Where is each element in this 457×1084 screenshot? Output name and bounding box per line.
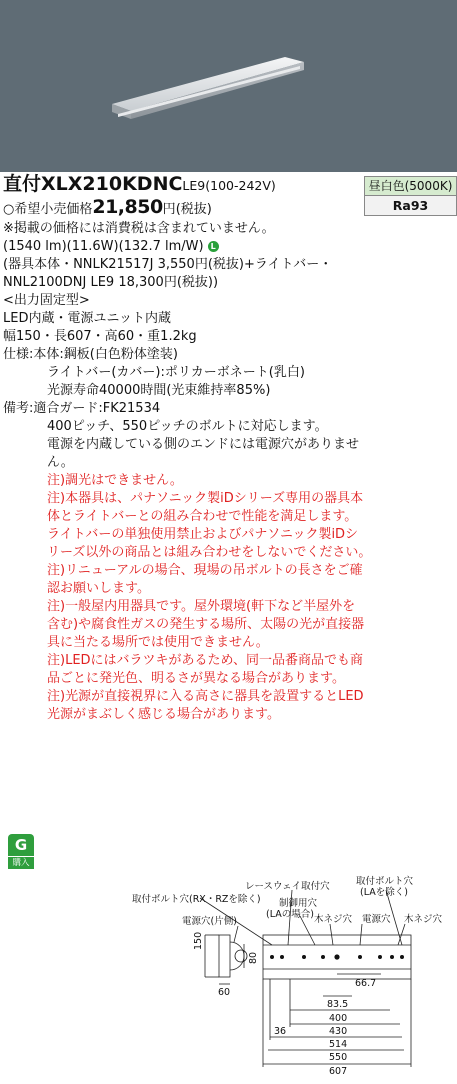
warning-line: 注)調光はできません。	[47, 473, 183, 488]
remarks-power-hole: 電源を内蔵している側のエンドには電源穴がありませ	[47, 437, 360, 452]
warning-line: 注)光源が直接視界に入る高さに器具を設置するとLED	[47, 689, 364, 704]
dim-150: 150	[193, 931, 204, 950]
luminaire-image	[0, 0, 457, 172]
ra-badge: Ra93	[365, 196, 456, 215]
warning-line: 体とライトバーとの組み合わせで性能を満足します。	[47, 509, 358, 524]
performance-spec: (1540 lm)(11.6W)(132.7 lm/W)	[3, 239, 204, 254]
warning-line: 具に当たる場所では使用できません。	[47, 635, 269, 650]
performance-line	[3, 239, 219, 255]
warning-line: リーズ以外の商品とは組み合わせをしないでください。	[47, 545, 372, 560]
body-price: (器具本体・NNLK21517J 3,550円(税抜)+ライトバー・	[3, 257, 333, 272]
wood-screw-label-2: 木ネジ穴	[404, 914, 443, 925]
spec-lightbar: ライトバー(カバー):ポリカーボネート(乳白)	[47, 365, 305, 380]
control-hole-sub: (LAの場合)	[266, 909, 314, 920]
tax-note: ※掲載の価格には消費税は含まれていません。	[3, 221, 275, 236]
price-tax: (税抜)	[175, 202, 212, 217]
warning-line: 認お願いします。	[47, 581, 150, 596]
remarks-power-hole-cont: ん。	[47, 455, 74, 470]
green-purchase-label: 購入	[8, 856, 34, 869]
dim-60: 60	[218, 987, 231, 998]
side-view-cover	[230, 942, 244, 970]
model-variant: LE9	[182, 178, 206, 193]
price-unit: 円	[162, 202, 176, 217]
dim-607: 607	[329, 1066, 348, 1077]
power-hole-label: 電源穴	[362, 914, 391, 925]
dim-66-7: 66.7	[355, 978, 377, 989]
title-prefix: 直付	[3, 173, 42, 195]
dimensions: 幅150・長607・高60・重1.2kg	[3, 329, 197, 344]
builtin-note: LED内蔵・電源ユニット内蔵	[3, 311, 171, 326]
warning-line: ライトバーの単独使用禁止およびパナソニック製iDシ	[47, 527, 359, 542]
green-purchase-icon	[8, 834, 34, 868]
product-photo	[0, 0, 457, 172]
bolt-hole-right-sub: (LAを除く)	[360, 887, 408, 898]
dim-430: 430	[329, 1026, 348, 1037]
bolt-hole-left-label: 取付ボルト穴(RX・RZを除く)	[132, 894, 261, 905]
green-g-letter: G	[8, 834, 34, 856]
dimension-diagram	[0, 872, 457, 1084]
spec-lifetime: 光源寿命40000時間(光束維持率85%)	[47, 383, 271, 398]
wood-screw-label-1: 木ネジ穴	[314, 914, 353, 925]
dim-514: 514	[329, 1039, 348, 1050]
price-line	[3, 196, 212, 218]
power-hole-side-label: 電源穴(片側)	[182, 916, 237, 927]
led-mark-icon: L	[208, 241, 219, 252]
warning-line: 注)リニューアルの場合、現場の吊ボルトの長さをご確	[47, 563, 363, 578]
bar-price: NNL2100DNJ LE9 18,300円(税抜))	[3, 275, 219, 290]
warning-line: 含む)や腐食性ガスの発生する場所、太陽の光が直接器	[47, 617, 365, 632]
dim-400: 400	[329, 1013, 348, 1024]
dim-550: 550	[329, 1052, 348, 1063]
spec-badge	[364, 176, 457, 216]
remarks-pitch: 400ピッチ、550ピッチのボルトに対応します。	[47, 419, 328, 434]
output-type: <出力固定型>	[3, 293, 90, 308]
dim-36: 36	[274, 1026, 287, 1037]
warning-line: 品ごとに発光色、明るさが異なる場合があります。	[47, 671, 345, 686]
voltage: (100-242V)	[205, 178, 276, 193]
warning-line: 光源がまぶしく感じる場合があります。	[47, 707, 280, 722]
warning-line: 注)本器具は、パナソニック製iDシリーズ専用の器具本	[47, 491, 364, 506]
price-label: ○希望小売価格	[3, 202, 93, 217]
model-number: XLX210KDNC	[41, 173, 183, 195]
color-temp-badge: 昼白色(5000K)	[365, 177, 456, 196]
price-amount: 21,850	[92, 196, 163, 218]
bolt-hole-right-label: 取付ボルト穴	[356, 876, 414, 887]
control-hole-label: 制御用穴	[279, 898, 318, 909]
raceway-hole-label: レースウェイ取付穴	[245, 881, 330, 892]
dim-80: 80	[248, 951, 259, 964]
dim-83-5: 83.5	[327, 999, 349, 1010]
product-title	[3, 173, 276, 195]
warning-line: 注)一般屋内用器具です。屋外環境(軒下など半屋外を	[47, 599, 356, 614]
side-view-body	[219, 935, 230, 977]
warning-line: 注)LEDにはバラツキがあるため、同一品番商品でも商	[47, 653, 364, 668]
remarks-guard: 備考:適合ガード:FK21534	[3, 401, 161, 416]
spec-body: 仕様:本体:鋼板(白色粉体塗装)	[3, 347, 178, 362]
